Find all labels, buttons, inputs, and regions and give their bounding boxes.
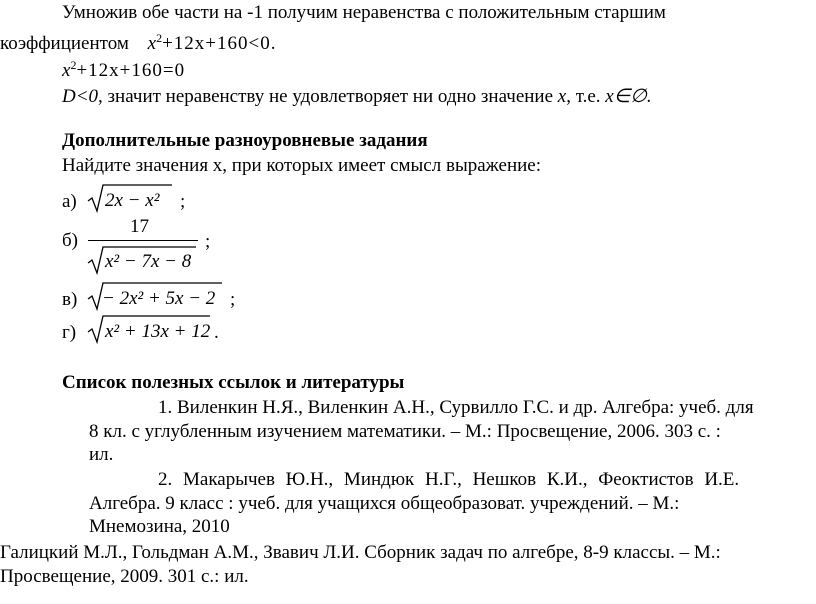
fraction-bar [88,240,198,241]
item-d-end: . [214,322,219,343]
section-title-tasks: Дополнительные разноуровневые задания [62,130,428,151]
ref-3-line-2: Просвещение, 2009. 301 с.: ил. [0,566,249,587]
ref-1-line-2: 8 кл. с углубленным изучением математики. – М.: Просвещение, 2006. 303 с. : [89,421,721,442]
item-a-label: а) [62,191,77,212]
item-b-denominator: x² − 7x − 8 [105,251,192,272]
ref-2-line-1: 2. Макарычев Ю.Н., Миндюк Н.Г., Нешков К.И., Феоктистов И.Е. [158,469,740,490]
item-a-expr: 2x − x² [105,190,160,211]
intro-line-1: Умножив обе части на -1 получим неравенства с положительным старшим [62,2,666,23]
ref-3-line-1: Галицкий М.Л., Гольдман А.М., Звавич Л.И. Сборник задач по алгебре, 8-9 классы. – М.: [0,542,721,563]
item-b-label: б) [62,230,78,251]
section-title-references: Список полезных ссылок и литературы [62,372,405,393]
item-c-label: в) [62,289,78,310]
ref-2-line-2: Алгебра. 9 класс : учеб. для учащихся общеобразоват. учреждений. – М.: [89,493,680,514]
item-b-end: ; [205,231,211,252]
item-b-numerator: 17 [130,216,149,237]
ref-2-line-3: Мнемозина, 2010 [89,516,230,537]
ref-1-line-3: ил. [89,444,114,465]
ref-1-line-1: 1. Виленкин Н.Я., Виленкин А.Н., Сурвилло Г.С. и др. Алгебра: учеб. для [158,397,754,418]
item-c-end: ; [230,289,236,310]
intro-line-2 [0,33,275,55]
item-d-label: г) [62,322,77,343]
discriminant-line: D<0, значит неравенству не удовлетворяет ни одно значение x, т.е. x∈∅. [62,86,652,107]
intro-line-2-text: коэффициентом [0,33,129,54]
task-instruction: Найдите значения x, при которых имеет смысл выражение: [62,155,541,176]
item-d-expr: x² + 13x + 12 [105,321,211,342]
equation: $x^2+12x+160=0$ [62,58,186,81]
inequality: $x^2+12x+160<0$. [147,31,276,54]
item-a-end: ; [180,191,186,212]
item-c-expr: − 2x² + 5x − 2 [102,288,216,309]
